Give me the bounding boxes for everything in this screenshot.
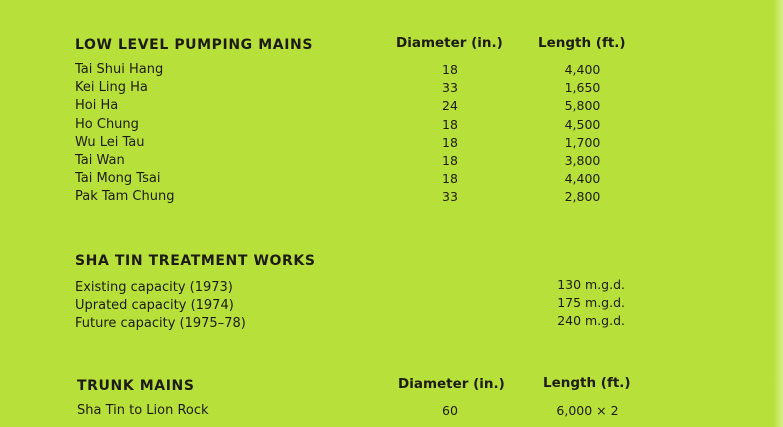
- main-diameter: 18: [442, 135, 458, 150]
- main-name: Wu Lei Tau: [75, 135, 145, 150]
- trunk-length-header: Length (ft.): [543, 375, 631, 391]
- main-diameter: 33: [442, 80, 458, 95]
- table-row: [0, 80, 783, 98]
- treatment-works-heading: SHA TIN TREATMENT WORKS: [75, 253, 316, 269]
- main-length: 3,800: [564, 153, 601, 168]
- table-row: [0, 171, 783, 189]
- main-name: Hoi Ha: [75, 98, 119, 113]
- main-diameter: 60: [442, 403, 458, 418]
- main-length: 1,650: [564, 80, 601, 95]
- main-name: Tai Shui Hang: [75, 62, 164, 77]
- table-row: [0, 403, 783, 421]
- main-name: Ho Chung: [75, 117, 139, 132]
- pumping-diameter-header: Diameter (in.): [396, 35, 503, 51]
- main-length: 4,400: [564, 62, 601, 77]
- trunk-mains-heading: TRUNK MAINS: [77, 378, 195, 394]
- main-length: 6,000 × 2: [556, 403, 619, 418]
- main-diameter: 18: [442, 62, 458, 77]
- list-item: [0, 313, 783, 334]
- trunk-diameter-header: Diameter (in.): [398, 376, 505, 392]
- table-row: [0, 117, 783, 135]
- pumping-mains-heading: LOW LEVEL PUMPING MAINS: [75, 37, 314, 53]
- capacity-label: Existing capacity (1973): [75, 280, 233, 295]
- main-name: Kei Ling Ha: [75, 80, 148, 95]
- table-row: [0, 189, 783, 207]
- page-edge: [773, 0, 783, 427]
- capacity-value: 240 m.g.d.: [557, 313, 625, 328]
- main-diameter: 24: [442, 98, 458, 113]
- capacity-value: 130 m.g.d.: [557, 277, 625, 292]
- capacity-label: Future capacity (1975–78): [75, 316, 246, 331]
- main-name: Sha Tin to Lion Rock: [77, 403, 209, 418]
- list-item: [0, 295, 783, 316]
- pumping-length-header: Length (ft.): [538, 35, 626, 51]
- main-length: 1,700: [564, 135, 601, 150]
- main-length: 5,800: [564, 98, 601, 113]
- table-row: [0, 98, 783, 116]
- main-length: 4,500: [564, 117, 601, 132]
- capacity-label: Uprated capacity (1974): [75, 298, 234, 313]
- main-name: Tai Wan: [75, 153, 125, 168]
- main-name: Pak Tam Chung: [75, 189, 175, 204]
- table-row: [0, 62, 783, 80]
- main-diameter: 18: [442, 171, 458, 186]
- capacity-value: 175 m.g.d.: [557, 295, 625, 310]
- list-item: [0, 277, 783, 298]
- main-length: 4,400: [564, 171, 601, 186]
- table-row: [0, 135, 783, 153]
- main-diameter: 33: [442, 189, 458, 204]
- main-diameter: 18: [442, 153, 458, 168]
- main-length: 2,800: [564, 189, 601, 204]
- main-name: Tai Mong Tsai: [75, 171, 161, 186]
- main-diameter: 18: [442, 117, 458, 132]
- table-row: [0, 153, 783, 171]
